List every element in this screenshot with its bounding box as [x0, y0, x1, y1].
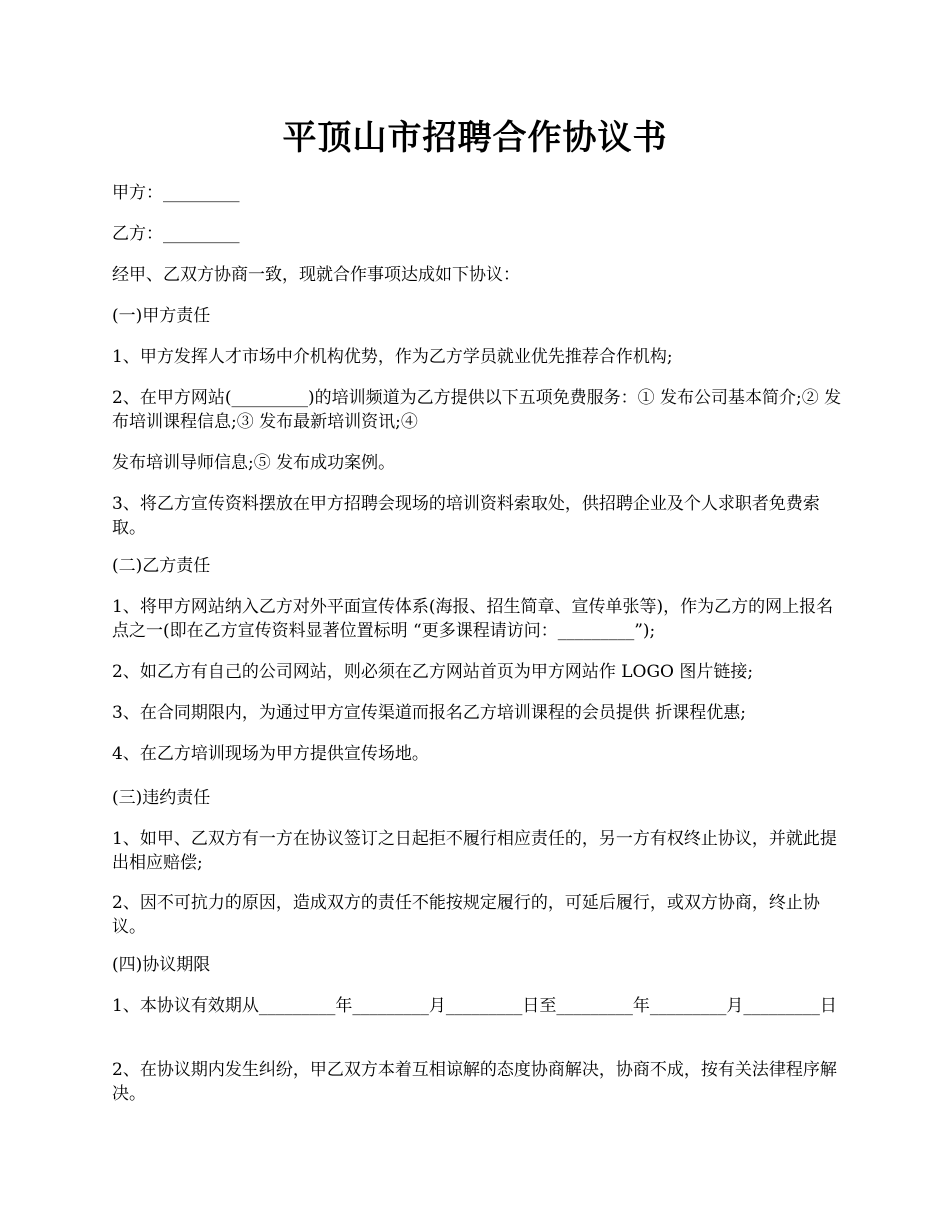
- party-a-line: 甲方：_________: [112, 183, 240, 203]
- party-b-clause-2: 2、如乙方有自己的公司网站，则必须在乙方网站首页为甲方网站作 LOGO 图片链接;: [112, 662, 754, 682]
- breach-clause-1: 1、如甲、乙双方有一方在协议签订之日起拒不履行相应责任的，另一方有权终止协议，并就此提出相应赔偿;: [112, 829, 837, 873]
- party-a-clause-3: 3、将乙方宣传资料摆放在甲方招聘会现场的培训资料索取处，供招聘企业及个人求职者免费索取。: [112, 494, 820, 538]
- party-b-clause-1: 1、将甲方网站纳入乙方对外平面宣传体系(海报、招生简章、宣传单张等)，作为乙方的网上报名点之一(即在乙方宣传资料显著位置标明 “更多课程请访问：_________”);: [112, 597, 834, 641]
- party-a-clause-2: 2、在甲方网站(_________)的培训频道为乙方提供以下五项免费服务：① 发布公司基本简介;② 发布培训课程信息;③ 发布最新培训资讯;④: [112, 388, 842, 432]
- term-clause-2: 2、在协议期内发生纠纷，甲乙双方本着互相谅解的态度协商解决，协商不成，按有关法律程序解决。: [112, 1060, 837, 1104]
- party-b-clause-3: 3、在合同期限内，为通过甲方宣传渠道而报名乙方培训课程的会员提供 折课程优惠;: [112, 703, 746, 723]
- intro-paragraph: 经甲、乙双方协商一致，现就合作事项达成如下协议：: [112, 265, 520, 285]
- party-a-clause-2-continued: 发布培训导师信息;⑤ 发布成功案例。: [112, 453, 396, 473]
- section-heading-party-a: (一)甲方责任: [112, 306, 211, 326]
- document-title: 平顶山市招聘合作协议书: [282, 118, 668, 158]
- section-heading-breach: (三)违约责任: [112, 788, 211, 808]
- section-heading-term: (四)协议期限: [112, 955, 211, 975]
- party-a-clause-1: 1、甲方发挥人才市场中介机构优势，作为乙方学员就业优先推荐合作机构;: [112, 347, 673, 367]
- party-b-clause-4: 4、在乙方培训现场为甲方提供宣传场地。: [112, 744, 429, 764]
- section-heading-party-b: (二)乙方责任: [112, 556, 211, 576]
- term-clause-1: 1、本协议有效期从_________年_________月_________日至_________年_________月_________日: [112, 996, 837, 1016]
- party-b-line: 乙方：_________: [112, 224, 240, 244]
- breach-clause-2: 2、因不可抗力的原因，造成双方的责任不能按规定履行的，可延后履行，或双方协商，终止协议。: [112, 893, 820, 937]
